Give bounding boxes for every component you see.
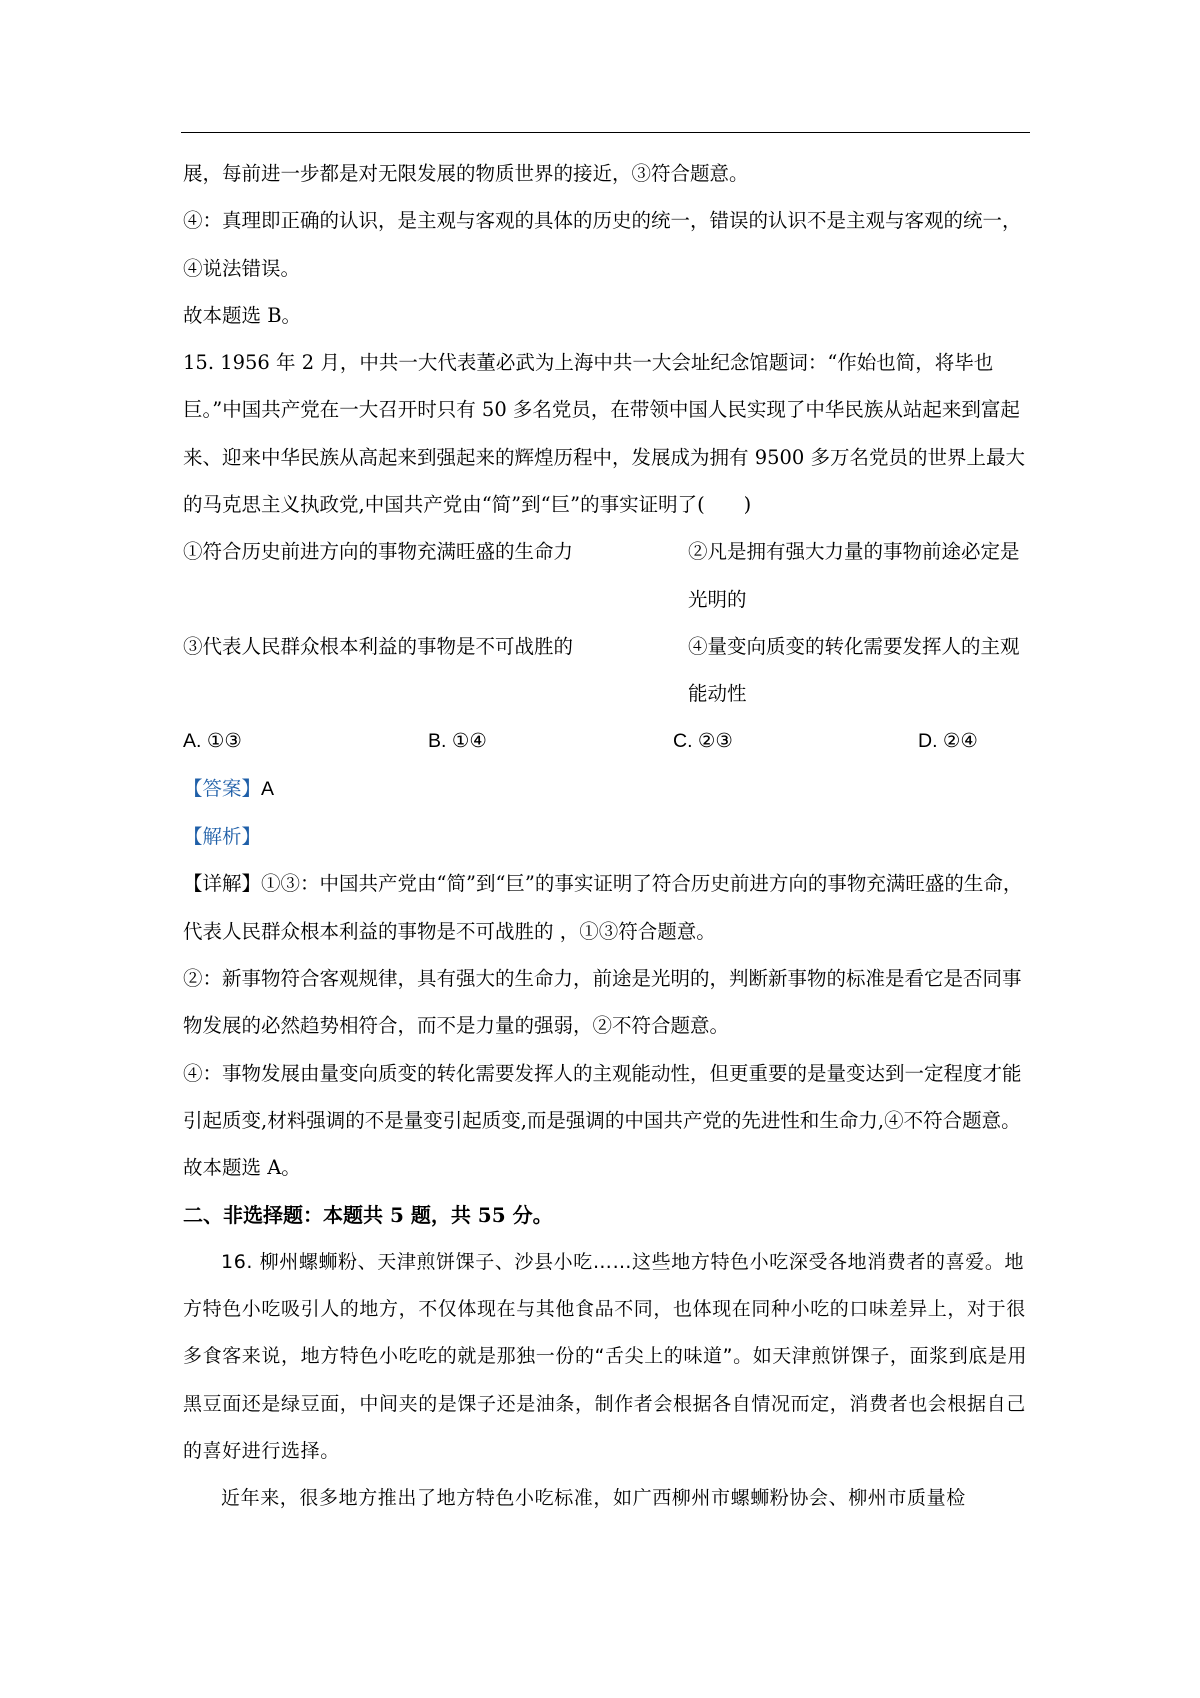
- answer-value: A: [261, 777, 275, 800]
- answer-line: [183, 765, 1028, 813]
- choice-c: C. ②③: [673, 729, 733, 752]
- answer-label: 【答案】: [183, 776, 262, 800]
- question-16-paragraph-1: 16. 柳州螺蛳粉、天津煎饼馃子、沙县小吃……这些地方特色小吃深受各地消费者的喜爱。地方特色小吃吸引人的地方，不仅体现在与其他食品不同，也体现在同种小吃的口味差异上，对于很多食客来说，地方特色小吃吃的就是那独一份的“舌尖上的味道”。如天津煎饼馃子，面浆到底是用黑豆面还是绿豆面，中间夹的是馃子还是油条，制作者会根据各自情况而定，消费者也会根据自己的喜好进行选择。: [183, 1250, 1028, 1463]
- question-16-paragraph-2: 近年来，很多地方推出了地方特色小吃标准，如广西柳州市螺蛳粉协会、柳州市质量检: [221, 1487, 966, 1510]
- choice-d: D. ②④: [918, 729, 978, 752]
- choice-a: A. ①③: [183, 729, 242, 752]
- explanation-4: ④：事物发展由量变向质变的转化需要发挥人的主观能动性，但更重要的是量变达到一定程度才能引起质变,材料强调的不是量变引起质变,而是强调的中国共产党的先进性和生命力,④不符合题意。: [183, 1061, 1022, 1132]
- option-2: ②凡是拥有强大力量的事物前途必定是光明的: [688, 540, 1020, 611]
- option-3: ③代表人民群众根本利益的事物是不可战胜的: [183, 634, 574, 658]
- text-line: 展，每前进一步都是对无限发展的物质世界的接近，③符合题意。: [183, 162, 749, 185]
- analysis-label: 【解析】: [183, 825, 262, 849]
- text-paragraph: ④：真理即正确的认识，是主观与客观的具体的历史的统一，错误的认识不是主观与客观的统一，④说法错误。: [183, 209, 1022, 280]
- text-line: 故本题选 B。: [183, 303, 302, 327]
- option-4: ④量变向质变的转化需要发挥人的主观能动性: [688, 634, 1020, 706]
- explanation-2: ②：新事物符合客观规律，具有强大的生命力，前途是光明的，判断新事物的标准是看它是否同事物发展的必然趋势相符合，而不是力量的强弱，②不符合题意。: [183, 967, 1022, 1038]
- option-1: ①符合历史前进方向的事物充满旺盛的生命力: [183, 540, 574, 564]
- question-15-stem: 15. 1956 年 2 月，中共一大代表董必武为上海中共一大会址纪念馆题词：“作始也简，将毕也巨。”中国共产党在一大召开时只有 50 多名党员，在带领中国人民实现了中华民族从站起来到富起来、迎来中华民族从高起来到强起来的辉煌历程中，发展成为拥有 9500 多万名党员的世界上最大的马克思主义执政党,中国共产党由“简”到“巨”的事实证明了( ): [183, 351, 1026, 517]
- choice-row: [183, 718, 1028, 765]
- detail-paragraph: 【详解】①③：中国共产党由“简”到“巨”的事实证明了符合历史前进方向的事物充满旺盛的生命，代表人民群众根本利益的事物是不可战胜的 ，①③符合题意。: [183, 872, 1023, 943]
- choice-b: B. ①④: [428, 729, 487, 752]
- header-rule: [181, 132, 1030, 133]
- option-row: [183, 528, 1028, 623]
- content: [183, 150, 1028, 1523]
- option-row: [183, 623, 1028, 718]
- conclusion-line: 故本题选 A。: [183, 1156, 301, 1180]
- section-title: 二、非选择题：本题共 5 题，共 55 分。: [183, 1202, 553, 1227]
- analysis-line: [183, 813, 1028, 860]
